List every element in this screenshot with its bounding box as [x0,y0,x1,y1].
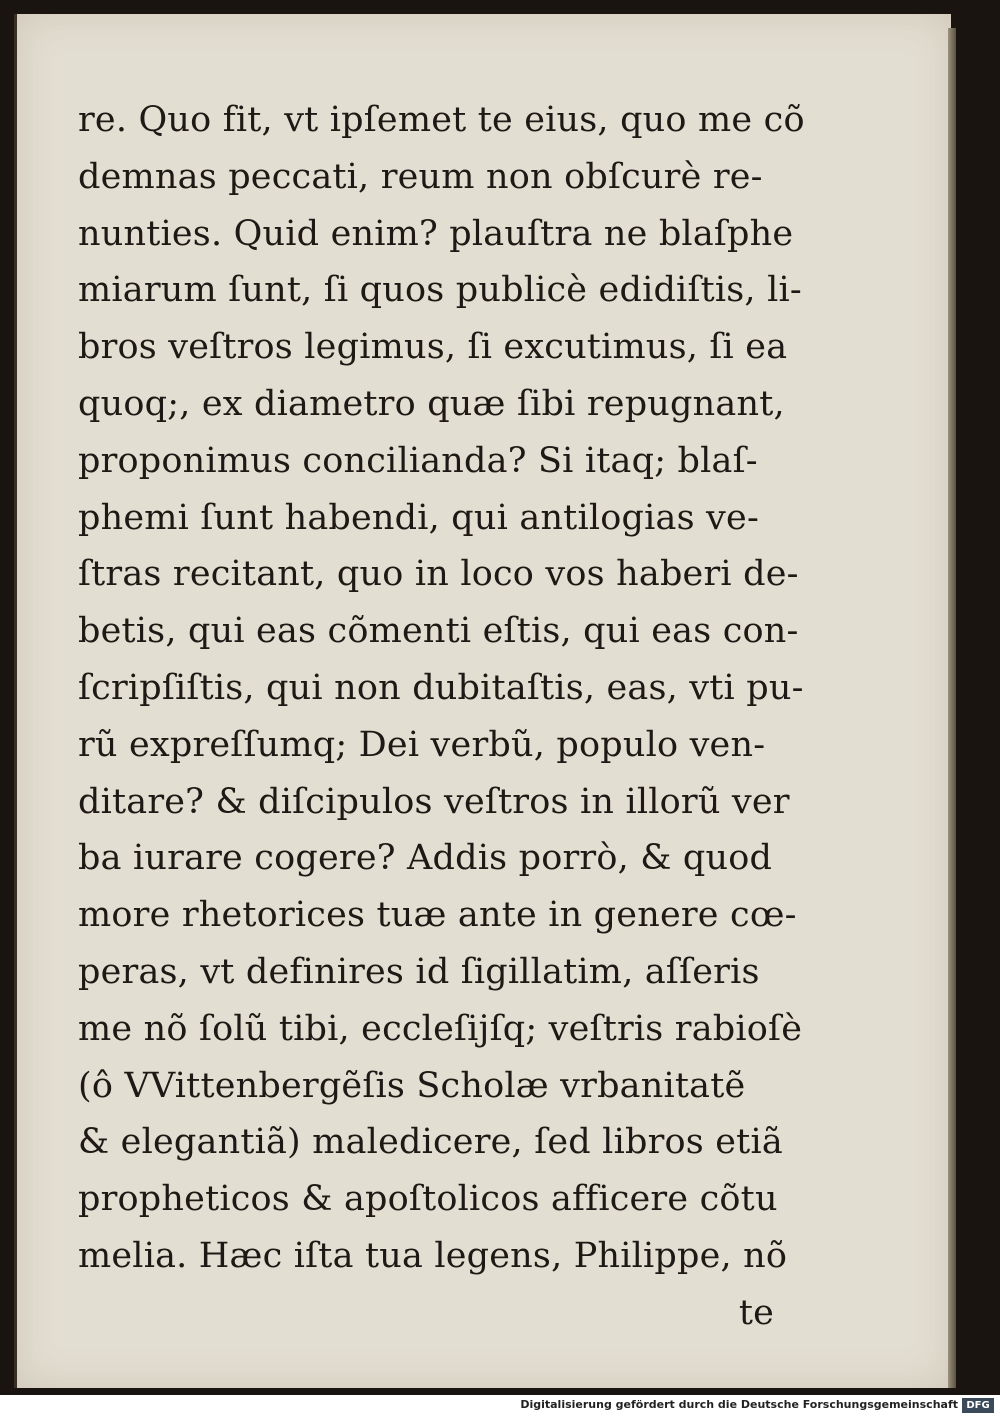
text-line: (ô VVittenbergẽſis Scholæ vrbanitatẽ [78,1065,746,1106]
text-line: ſtras recitant, quo in loco vos haberi de- [78,554,799,595]
text-line: ditare? & diſcipulos veſtros in illorũ ver [78,781,790,822]
page-text [78,92,805,1342]
text-line: nunties. Quid enim? plauſtra ne blaſphe [78,213,794,254]
text-line: ſcripſiſtis, qui non dubitaſtis, eas, vti pu- [78,667,804,708]
text-line: me nõ ſolũ tibi, eccleſijſq; veſtris rabioſè [78,1008,803,1049]
text-line: propheticos & apoſtolicos afficere cõtu [78,1179,778,1220]
text-line: quoq;, ex diametro quæ ſibi repugnant, [78,383,785,424]
text-line: bros veſtros legimus, ſi excutimus, ſi ea [78,327,788,368]
text-line: peras, vt definires id ſigillatim, aſſeris [78,951,760,992]
text-line: miarum ſunt, ſi quos publicè edidiſtis, li- [78,270,802,311]
text-line: & elegantiã) maledicere, ſed libros etiã [78,1122,783,1163]
catchword: te [738,1292,774,1333]
page-edge [948,28,956,1388]
text-line: phemi ſunt habendi, qui antilogias ve- [78,497,759,538]
text-line: melia. Hæc iſta tua legens, Philippe, nõ [78,1235,788,1276]
text-line: betis, qui eas cõmenti eſtis, qui eas con- [78,611,799,652]
text-line: re. Quo fit, vt ipſemet te eius, quo me cõ [78,100,805,140]
funding-credit: Digitalisierung gefördert durch die Deutsche Forschungsgemeinschaft [520,1398,958,1411]
text-line: rũ expreſſumq; Dei verbũ, populo ven- [78,724,766,765]
dfg-logo: DFG [962,1398,994,1413]
text-line: proponimus concilianda? Si itaq; blaſ- [78,440,758,481]
text-line: ba iurare cogere? Addis porrò, & quod [78,838,773,879]
text-line: more rhetorices tuæ ante in genere cœ- [78,895,797,936]
text-line: demnas peccati, reum non obſcurè re- [78,156,763,197]
